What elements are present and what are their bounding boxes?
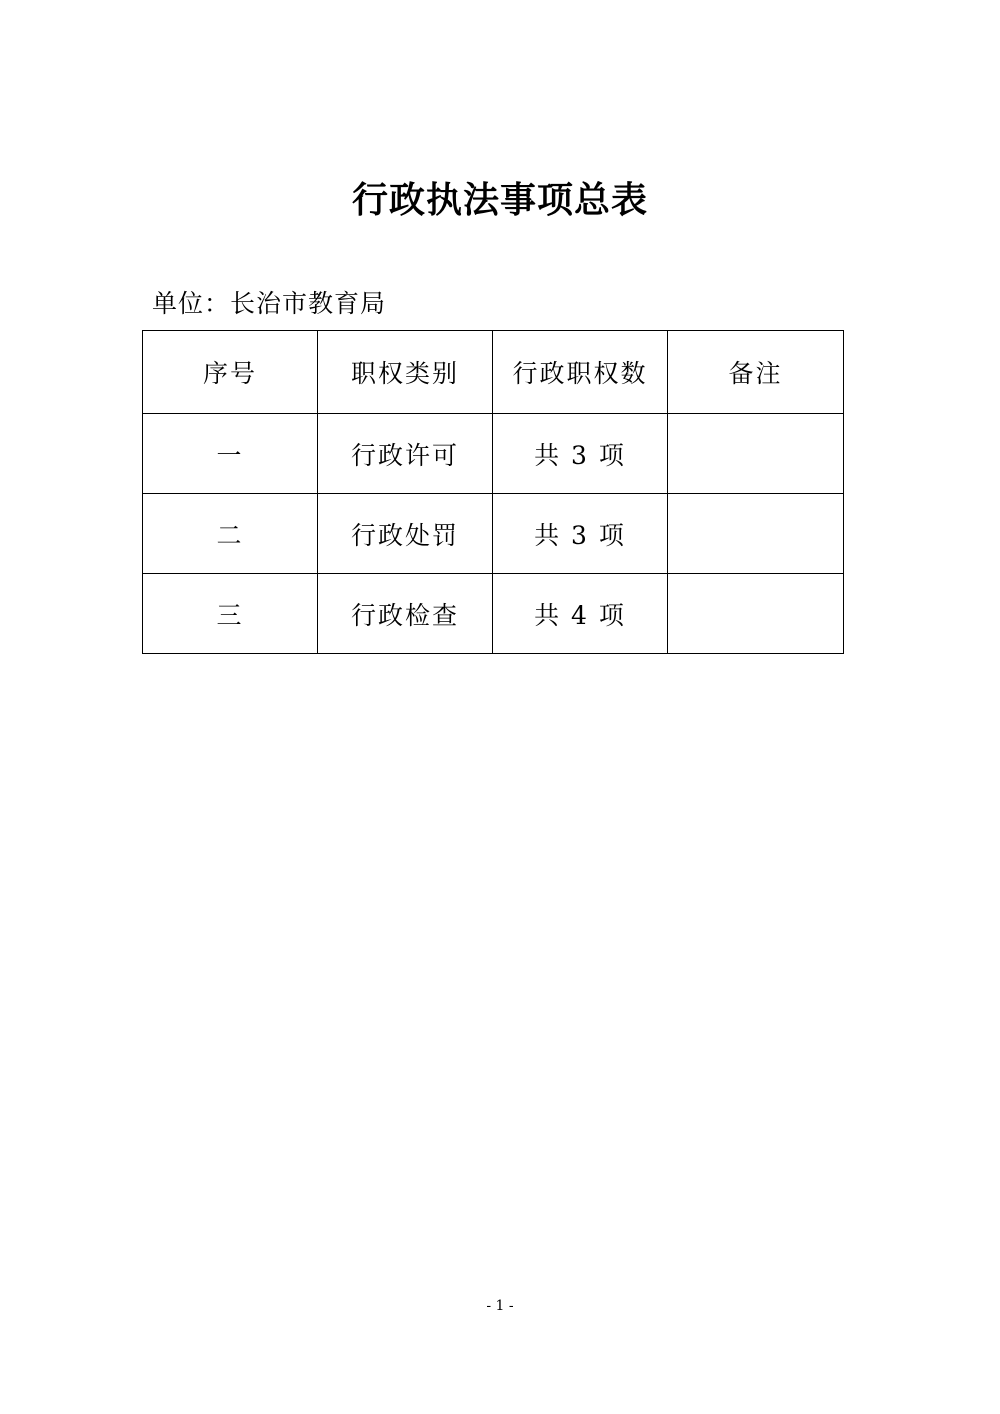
cell-index: 一 <box>143 414 318 494</box>
summary-table <box>142 330 844 654</box>
header-index: 序号 <box>143 331 318 414</box>
cell-remark <box>668 574 844 654</box>
cell-count: 共 4 项 <box>493 574 668 654</box>
unit-line: 单位：长治市教育局 <box>152 289 387 318</box>
page-number: - 1 - <box>486 1298 514 1314</box>
cell-count: 共 3 项 <box>493 494 668 574</box>
cell-category: 行政检查 <box>318 574 493 654</box>
table-row <box>143 414 844 494</box>
header-category: 职权类别 <box>318 331 493 414</box>
cell-category: 行政处罚 <box>318 494 493 574</box>
cell-count: 共 3 项 <box>493 414 668 494</box>
table-row <box>143 574 844 654</box>
cell-remark <box>668 414 844 494</box>
header-remark: 备注 <box>668 331 844 414</box>
table-header-row <box>143 331 844 414</box>
cell-remark <box>668 494 844 574</box>
document-title: 行政执法事项总表 <box>351 179 648 221</box>
cell-index: 三 <box>143 574 318 654</box>
cell-index: 二 <box>143 494 318 574</box>
header-count: 行政职权数 <box>493 331 668 414</box>
cell-category: 行政许可 <box>318 414 493 494</box>
table-row <box>143 494 844 574</box>
